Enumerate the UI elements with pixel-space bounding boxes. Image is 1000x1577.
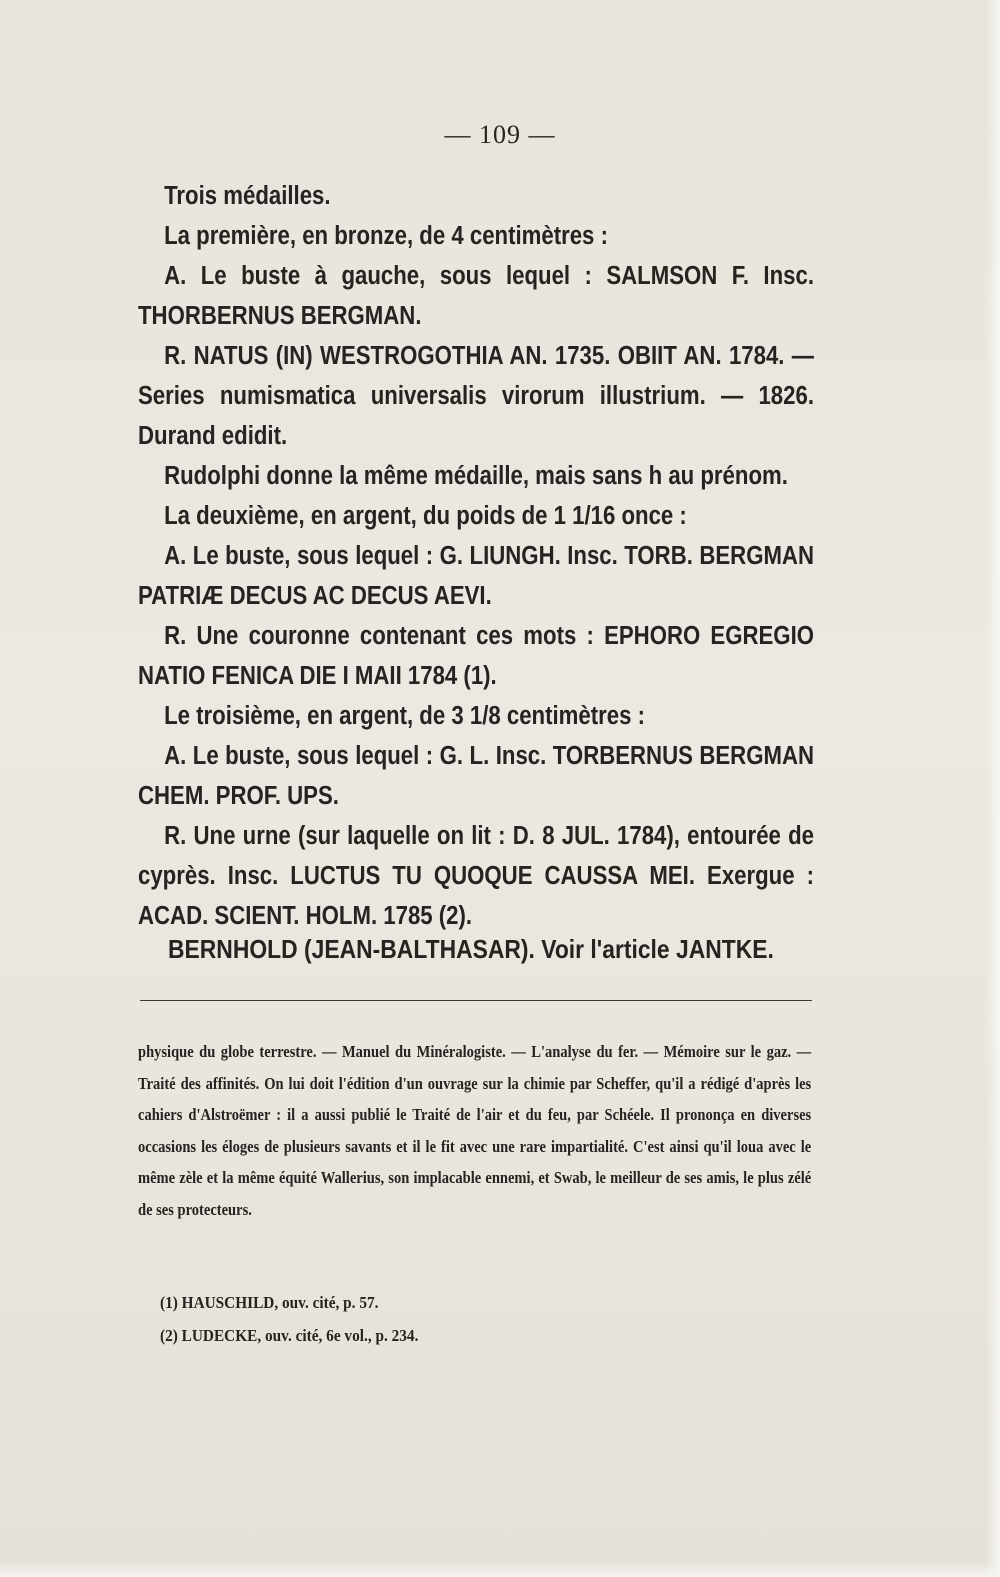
paragraph: A. Le buste à gauche, sous lequel : SALMSON F. Insc. THORBERNUS BERGMAN.	[138, 262, 814, 330]
paragraph: Trois médailles.	[164, 182, 331, 210]
footnote-block	[138, 1036, 811, 1225]
paragraph: Rudolphi donne la même médaille, mais sans h au prénom.	[164, 462, 788, 490]
reference-note: (1) HAUSCHILD, ouv. cité, p. 57.	[160, 1293, 379, 1312]
main-text	[138, 176, 814, 936]
paragraph: R. Une urne (sur laquelle on lit : D. 8 JUL. 1784), entourée de cyprès. Insc. LUCTUS TU QUOQUE CAUSSA MEI. Exergue : ACAD. SCIENT. HOLM. 1785 (2).	[138, 822, 814, 930]
page-number: — 109 —	[444, 120, 556, 149]
paragraph: La première, en bronze, de 4 centimètres :	[164, 222, 608, 250]
paragraph: A. Le buste, sous lequel : G. LIUNGH. Insc. TORB. BERGMAN PATRIÆ DECUS AC DECUS AEVI.	[138, 542, 814, 610]
footnote-paragraph: physique du globe terrestre. — Manuel du Minéralogiste. — L'analyse du fer. — Mémoire sur le gaz. — Traité des affinités. On lui doit l'édition d'un ouvrage sur la chimie par Scheffer, qu'il a rédigé d'après les cahiers d'Alstroëmer : il a aussi publié le Traité de l'air et du feu, par Schéele. Il prononça en diverses occasions les éloges de plusieurs savants et il le fit avec une rare impartialité. C'est ainsi qu'il loua avec le même zèle et la même équité Wallerius, son implacable ennemi, et Swab, le meilleur de ses amis, le plus zélé de ses protecteurs.	[138, 1042, 812, 1219]
paragraph: Le troisième, en argent, de 3 1/8 centimètres :	[164, 702, 645, 730]
reference-note: (2) LUDECKE, ouv. cité, 6e vol., p. 234.	[160, 1326, 419, 1345]
paragraph: R. Une couronne contenant ces mots : EPHORO EGREGIO NATIO FENICA DIE I MAII 1784 (1).	[138, 622, 814, 690]
paragraph: R. NATUS (IN) WESTROGOTHIA AN. 1735. OBIIT AN. 1784. — Series numismatica universalis virorum illustrium. — 1826. Durand edidit.	[138, 342, 814, 450]
page-edge-right	[986, 0, 1000, 1577]
page-edge-bottom	[0, 1561, 1000, 1577]
reference-notes	[160, 1286, 418, 1352]
paragraph: A. Le buste, sous lequel : G. L. Insc. TORBERNUS BERGMAN CHEM. PROF. UPS.	[138, 742, 814, 810]
paragraph: La deuxième, en argent, du poids de 1 1/16 once :	[164, 502, 687, 530]
footnote-divider	[140, 1000, 812, 1001]
entry-heading: BERNHOLD (JEAN-BALTHASAR). Voir l'article JANTKE.	[168, 934, 774, 964]
